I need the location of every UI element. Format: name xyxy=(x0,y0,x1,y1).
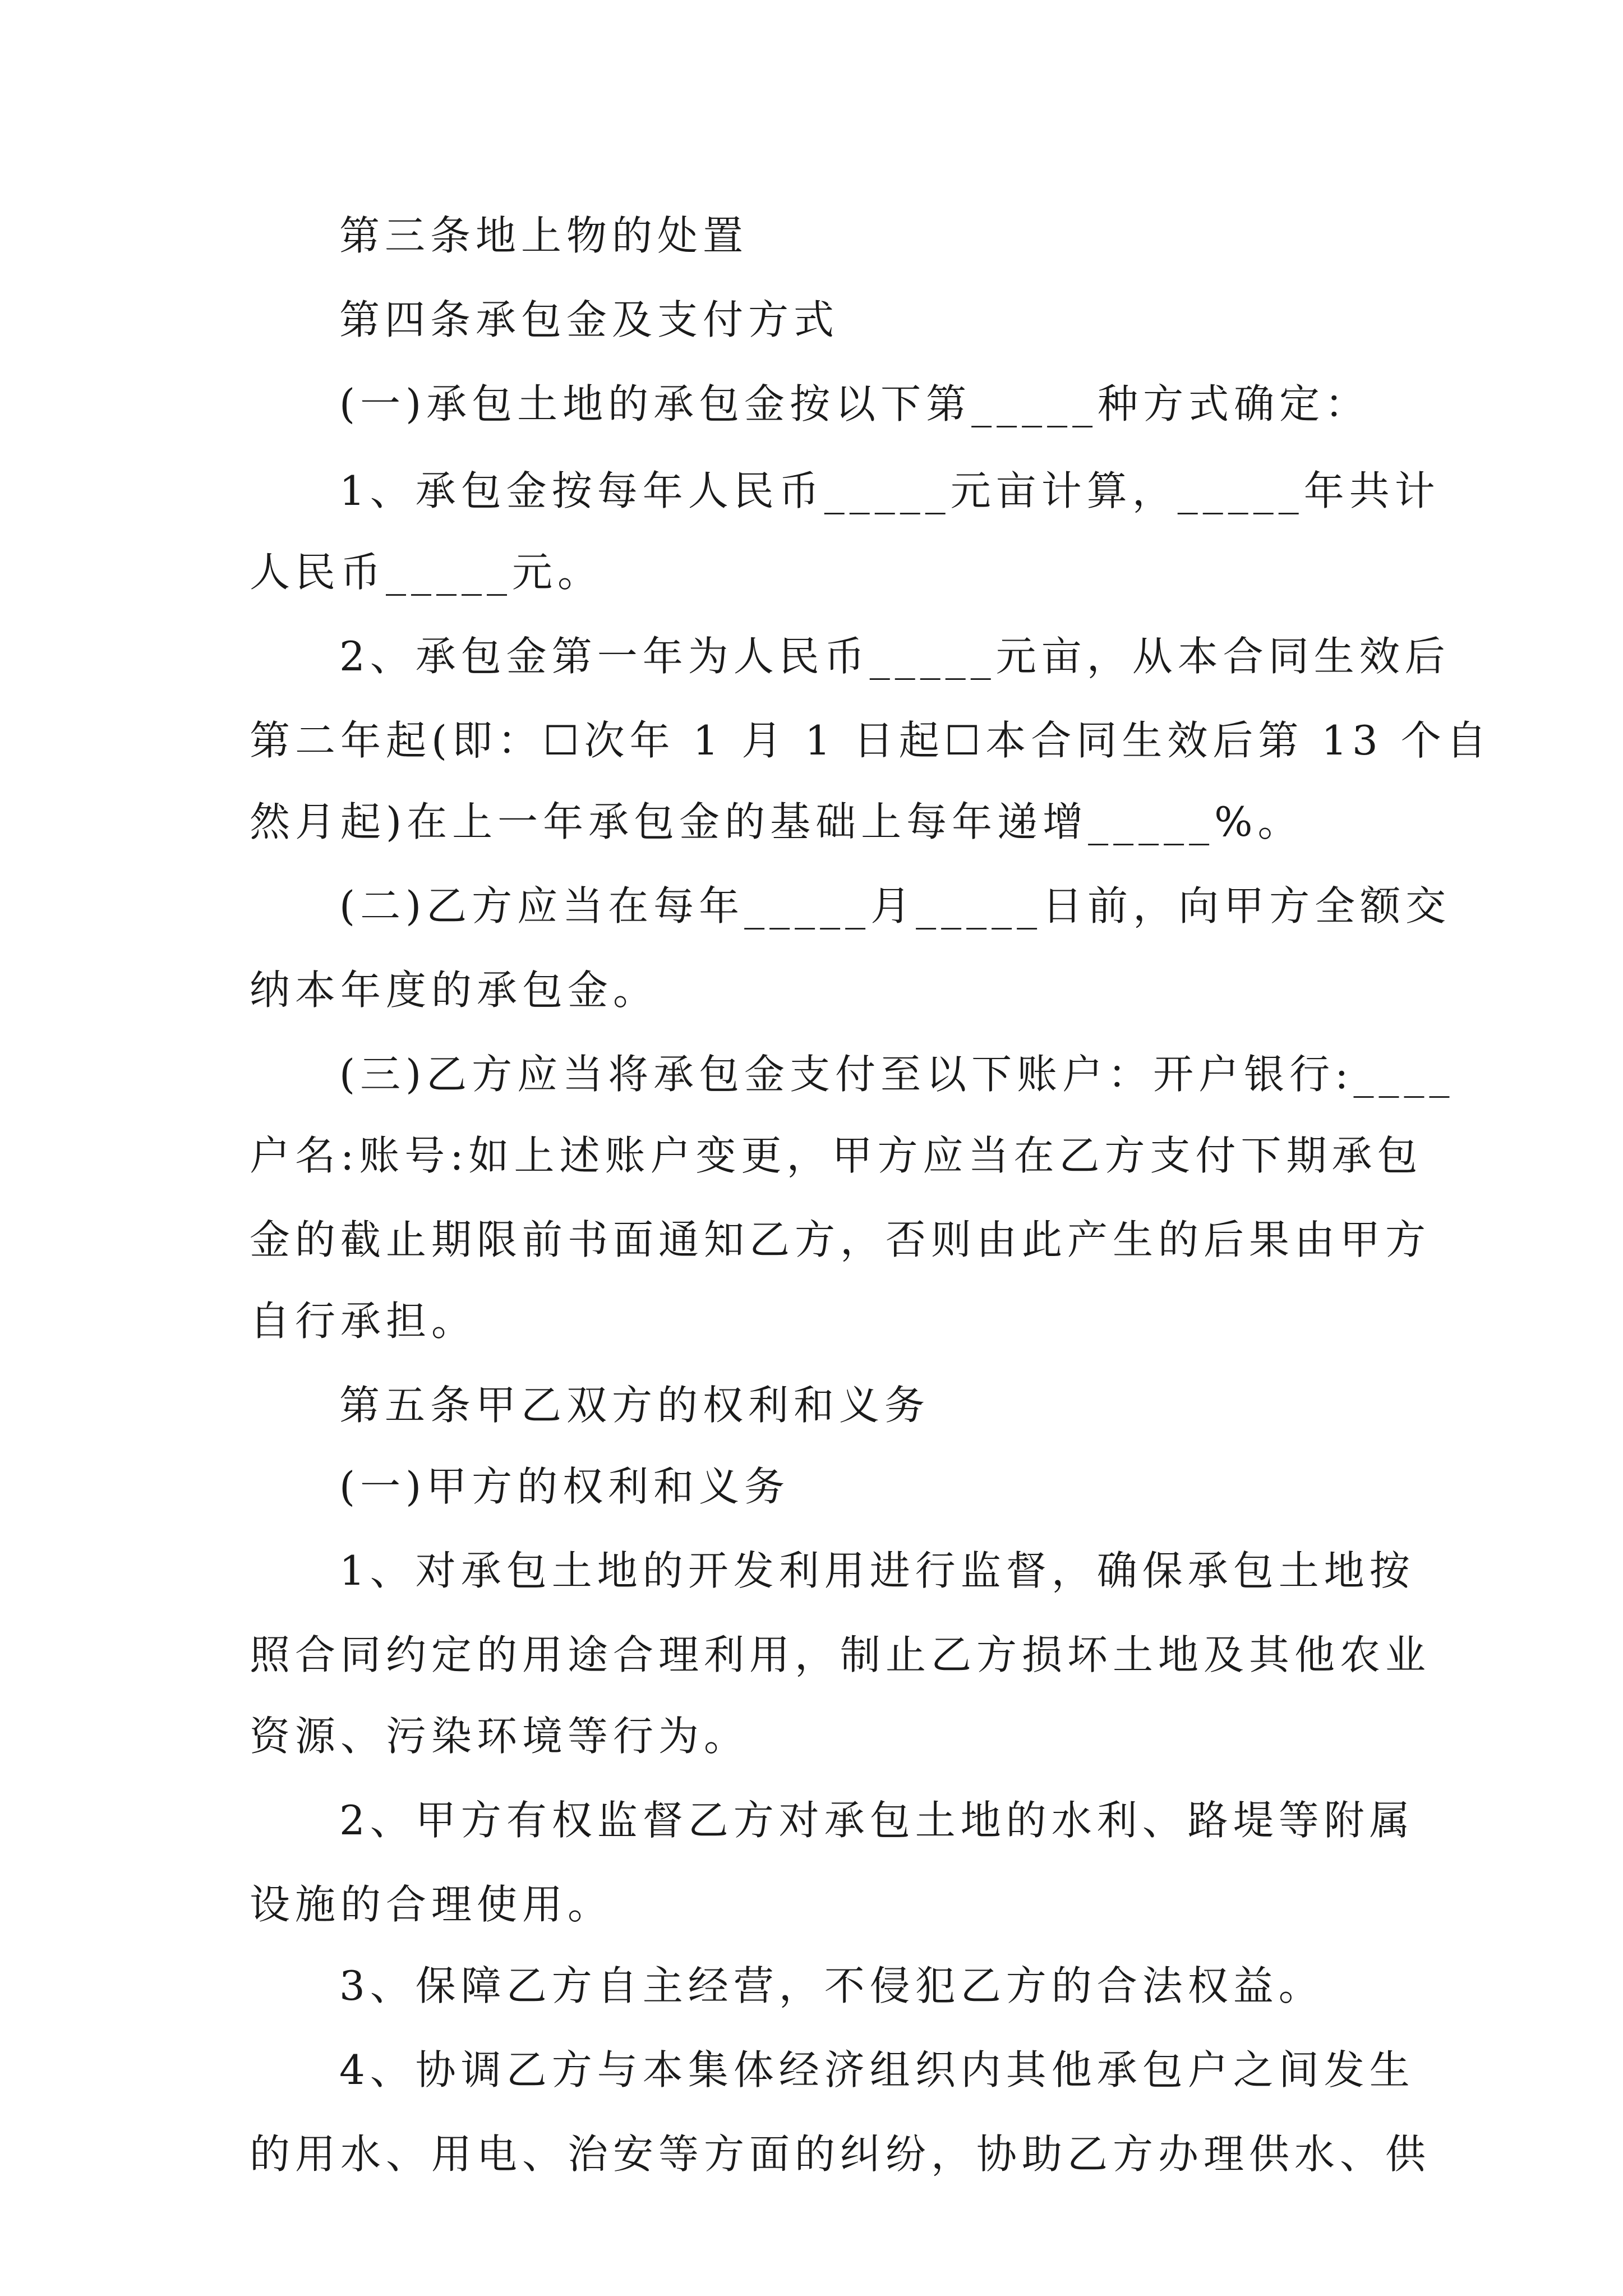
paragraph-line: 2、甲方有权监督乙方对承包土地的水利、路堤等附属 xyxy=(339,1797,1415,1844)
paragraph-line: (二)乙方应当在每年_____月_____日前，向甲方全额交 xyxy=(339,882,1451,930)
article-4-heading: 第四条承包金及支付方式 xyxy=(339,296,840,343)
paragraph-line: 人民币_____元。 xyxy=(250,549,603,596)
paragraph-line: 金的截止期限前书面通知乙方，否则由此产生的后果由甲方 xyxy=(250,1216,1431,1263)
article-3-heading: 第三条地上物的处置 xyxy=(339,212,749,259)
paragraph-line: 2、承包金第一年为人民币_____元亩，从本合同生效后 xyxy=(339,633,1450,680)
section-heading: (一)甲方的权利和义务 xyxy=(339,1463,790,1510)
paragraph-line: 照合同约定的用途合理利用，制止乙方损坏土地及其他农业 xyxy=(250,1631,1431,1678)
paragraph-line: 的用水、用电、治安等方面的纠纷，协助乙方办理供水、供 xyxy=(250,2131,1431,2178)
paragraph-line: 资源、污染环境等行为。 xyxy=(250,1713,750,1760)
paragraph-line: (一)承包土地的承包金按以下第_____种方式确定： xyxy=(339,380,1371,427)
paragraph-line: 设施的合理使用。 xyxy=(250,1881,614,1928)
paragraph-line: 第二年起(即：☐次年 1 月 1 日起☐本合同生效后第 13 个自 xyxy=(250,717,1492,764)
paragraph-line: 1、承包金按每年人民币_____元亩计算，_____年共计 xyxy=(339,467,1440,514)
paragraph-line: 然月起)在上一年承包金的基础上每年递增_____%。 xyxy=(250,798,1303,845)
paragraph-line: (三)乙方应当将承包金支付至以下账户：开户银行:____ xyxy=(339,1051,1455,1098)
paragraph-line: 自行承担。 xyxy=(250,1297,477,1345)
paragraph-line: 纳本年度的承包金。 xyxy=(250,967,659,1014)
paragraph-line: 3、保障乙方自主经营，不侵犯乙方的合法权益。 xyxy=(339,1962,1324,2009)
paragraph-line: 户名:账号:如上述账户变更，甲方应当在乙方支付下期承包 xyxy=(250,1132,1423,1179)
paragraph-line: 1、对承包土地的开发利用进行监督，确保承包土地按 xyxy=(339,1547,1415,1594)
paragraph-line: 4、协调乙方与本集体经济组织内其他承包户之间发生 xyxy=(339,2046,1415,2093)
article-5-heading: 第五条甲乙双方的权利和义务 xyxy=(339,1382,930,1429)
